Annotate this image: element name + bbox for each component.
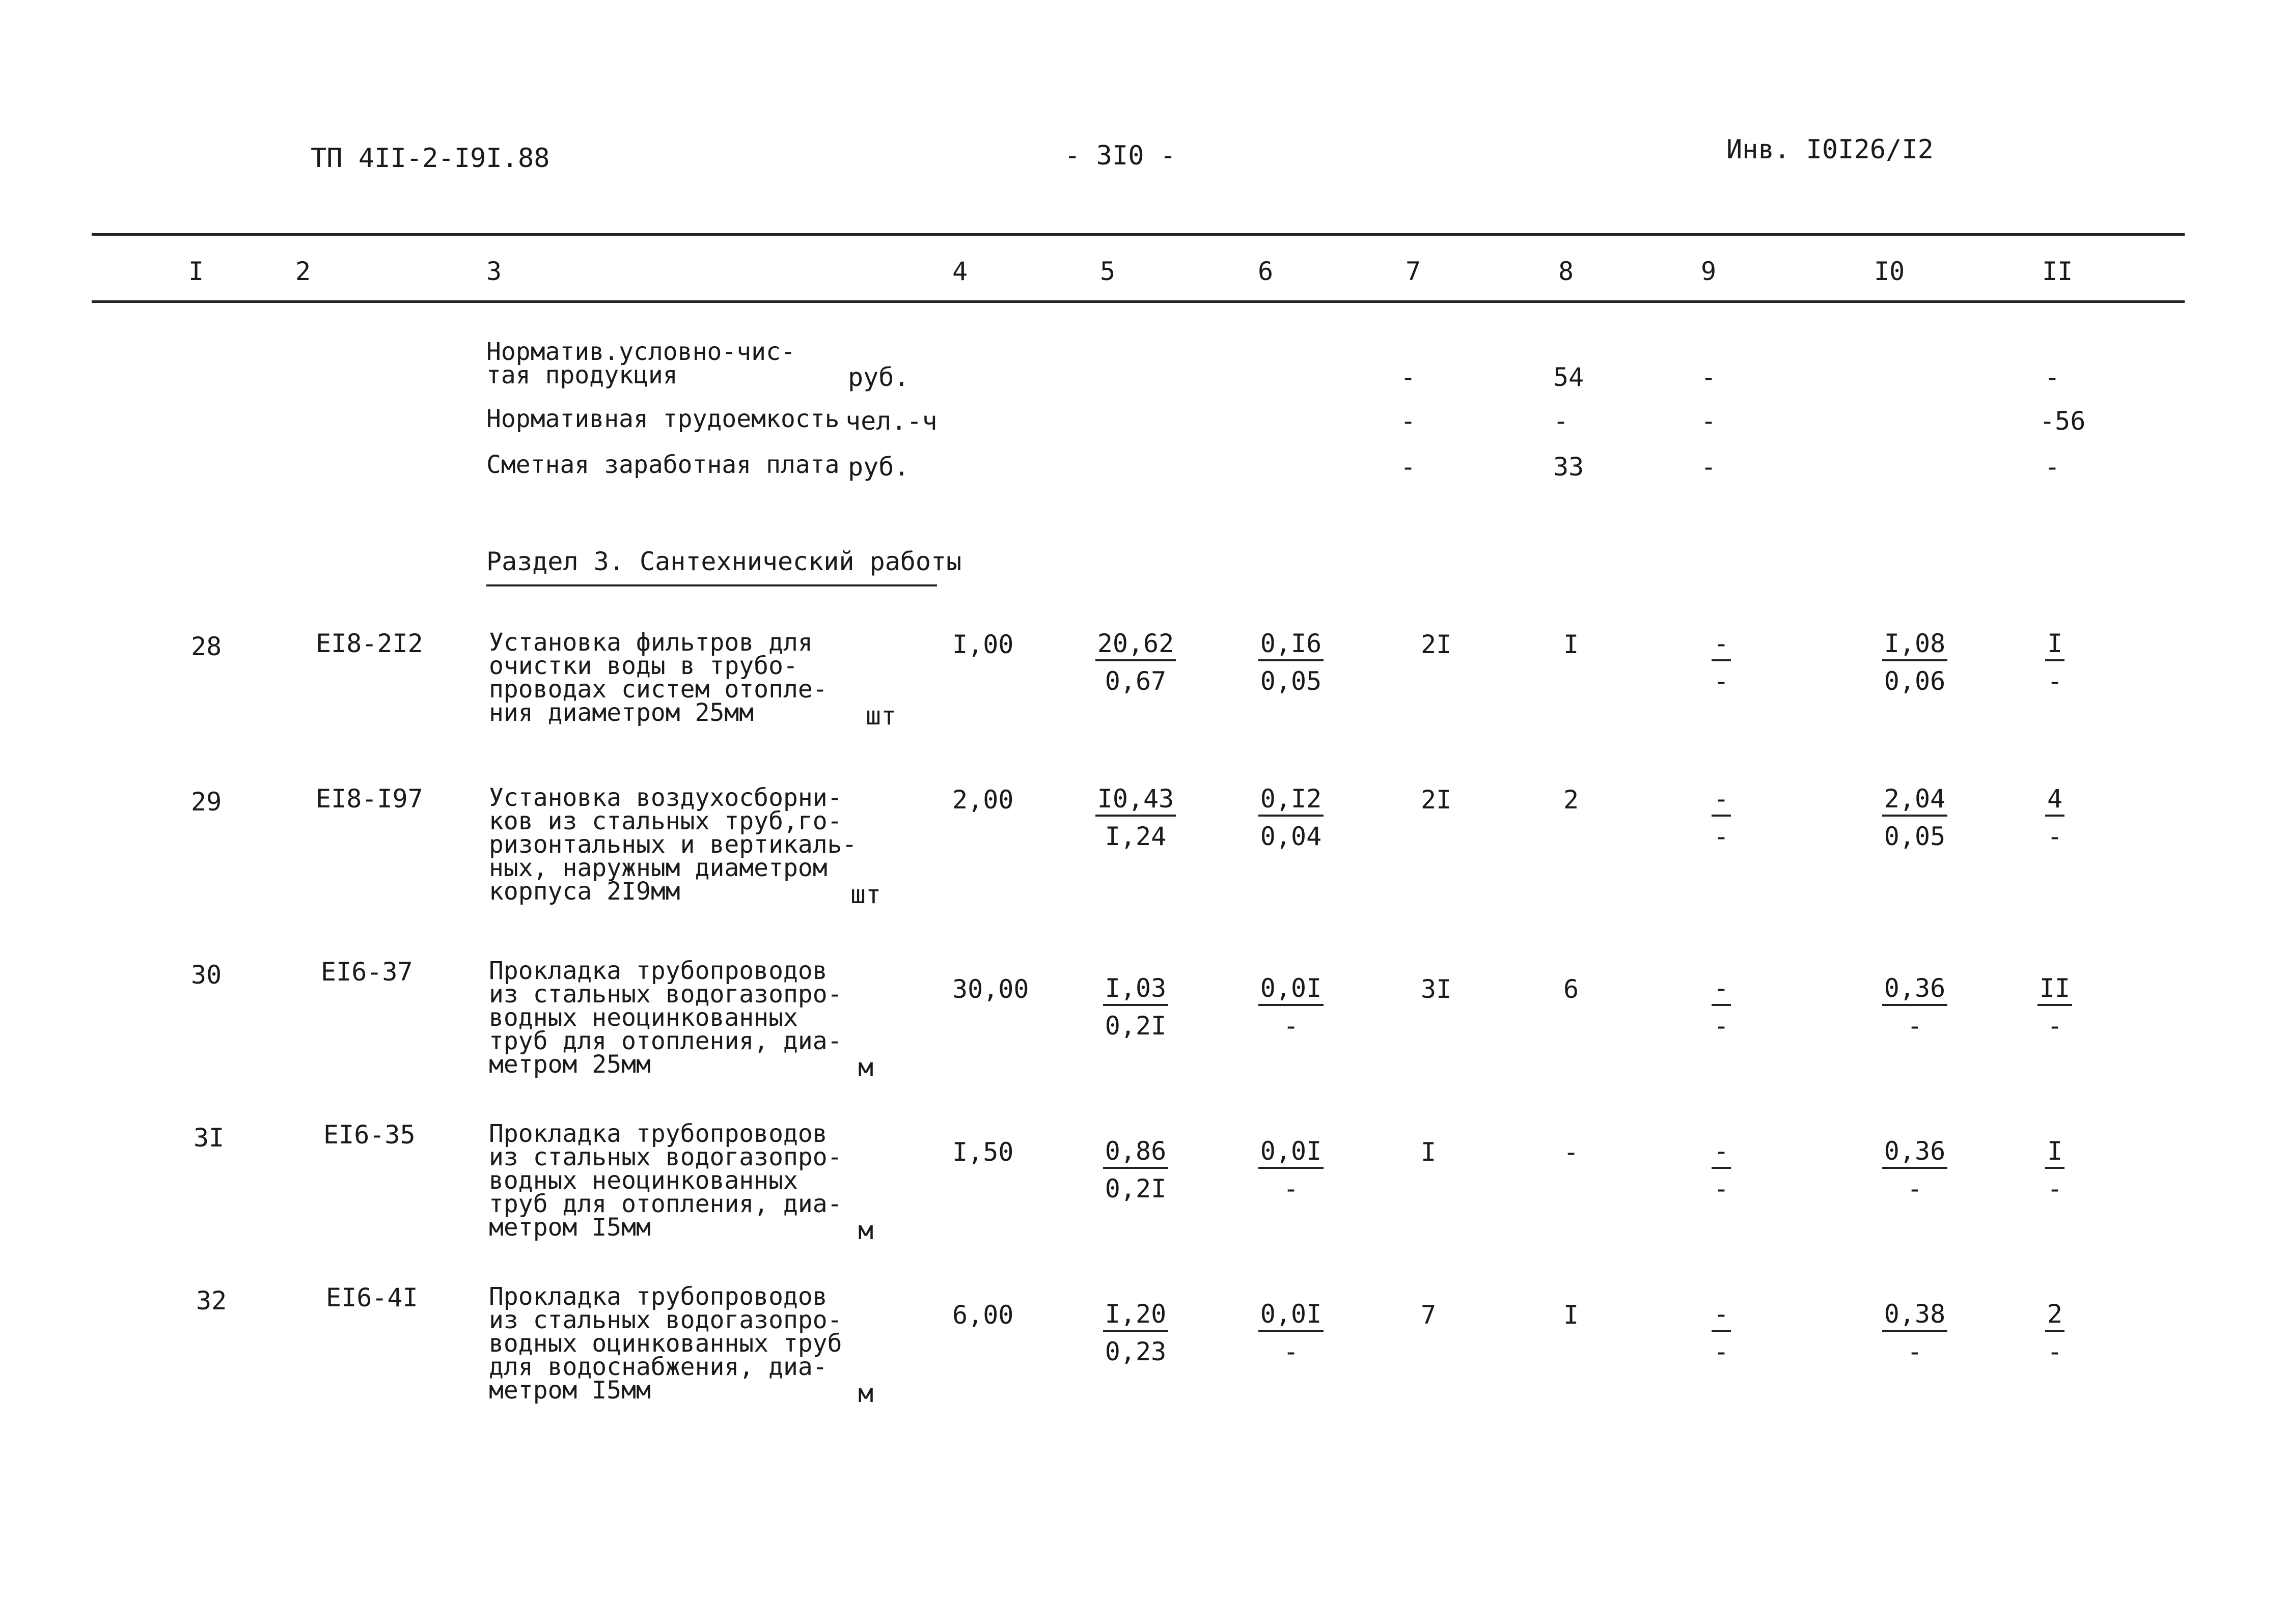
col11-value-denominator: -	[2047, 1337, 2063, 1366]
col9-value-denominator: -	[1713, 1337, 1729, 1366]
col6-value	[1240, 975, 1342, 1039]
column-header-1: I	[188, 257, 204, 286]
col9-value	[1670, 631, 1772, 694]
col6-value-denominator: -	[1283, 1337, 1299, 1366]
row-number: 32	[196, 1286, 227, 1315]
col10-value-denominator: -	[1907, 1337, 1923, 1366]
row-number: 3I	[194, 1123, 225, 1153]
col11-value	[2004, 975, 2106, 1039]
col11-value-numerator: I	[2045, 631, 2064, 661]
col5-value-numerator: I,03	[1103, 975, 1168, 1006]
inventory-number: Инв. I0I26/I2	[1726, 134, 1934, 165]
summary-unit: чел.-ч	[845, 406, 938, 436]
col9-value	[1670, 1138, 1772, 1201]
summary-label: Нормативная трудоемкость	[486, 405, 840, 433]
column-header-8: 8	[1558, 257, 1574, 286]
col5-value-denominator: 0,23	[1105, 1337, 1167, 1366]
column-header-6: 6	[1258, 257, 1274, 286]
row-code: EI8-I97	[316, 784, 423, 814]
col10-value	[1864, 975, 1966, 1039]
col9-value	[1670, 975, 1772, 1039]
page-number: - 3I0 -	[1064, 141, 1176, 171]
col5-value	[1085, 786, 1187, 849]
col6-value-denominator: 0,04	[1260, 822, 1322, 851]
col7-value: 7	[1421, 1300, 1437, 1330]
row-code: EI8-2I2	[316, 629, 423, 658]
col11-value-denominator: -	[2047, 666, 2063, 696]
col5-value-numerator: 0,86	[1103, 1138, 1168, 1169]
col10-value-denominator: -	[1907, 1174, 1923, 1203]
col11-value-numerator: I	[2045, 1138, 2064, 1169]
col11-value-numerator: 4	[2045, 786, 2064, 817]
col5-value-numerator: 20,62	[1095, 631, 1176, 661]
row-quantity: 6,00	[952, 1300, 1014, 1330]
summary-col8: 54	[1553, 362, 1584, 392]
col9-value-numerator: -	[1712, 975, 1731, 1006]
col7-value: 2I	[1421, 785, 1452, 815]
row-unit: м	[858, 1053, 874, 1082]
row-description: Прокладка трубопроводов из стальных водогазопро- водных неоцинкованных труб для отопления, диа- метром I5мм	[489, 1119, 842, 1242]
col10-value-numerator: 0,38	[1882, 1301, 1947, 1332]
summary-unit: руб.	[848, 452, 910, 482]
col8-value: 2	[1563, 785, 1579, 815]
col11-value-denominator: -	[2047, 822, 2063, 851]
col9-value-numerator: -	[1712, 631, 1731, 661]
row-number: 28	[191, 632, 222, 661]
row-unit: шт	[866, 701, 897, 731]
col8-value: -	[1563, 1137, 1579, 1167]
column-header-7: 7	[1406, 257, 1421, 286]
col5-value-numerator: I,20	[1103, 1301, 1168, 1332]
row-unit: шт	[850, 880, 882, 909]
col6-value	[1240, 786, 1342, 849]
row-description: Установка фильтров для очистки воды в трубо- проводах систем отопле- ния диаметром 25мм	[489, 628, 828, 727]
col5-value-numerator: I0,43	[1095, 786, 1176, 817]
summary-label: Сметная заработная плата	[486, 451, 840, 479]
col7-value: 2I	[1421, 630, 1452, 659]
column-header-5: 5	[1100, 257, 1116, 286]
column-header-2: 2	[295, 257, 311, 286]
col5-value	[1085, 631, 1187, 694]
summary-col9: -	[1701, 362, 1717, 392]
col5-value-denominator: I,24	[1105, 822, 1167, 851]
summary-label: Норматив.условно-чис- тая продукция	[486, 338, 795, 389]
summary-col11: -	[2045, 452, 2060, 482]
column-header-4: 4	[952, 257, 968, 286]
summary-col7: -	[1400, 406, 1416, 436]
col9-value-numerator: -	[1712, 786, 1731, 817]
row-quantity: 2,00	[952, 785, 1014, 815]
col9-value-denominator: -	[1713, 1174, 1729, 1203]
col6-value-denominator: 0,05	[1260, 666, 1322, 696]
col8-value: I	[1563, 1300, 1579, 1330]
summary-unit: руб.	[848, 362, 910, 392]
row-quantity: I,50	[952, 1137, 1014, 1167]
row-number: 30	[191, 960, 222, 990]
table-header-rule	[92, 300, 2185, 303]
row-code: EI6-4I	[326, 1283, 418, 1312]
col10-value	[1864, 786, 1966, 849]
row-description: Прокладка трубопроводов из стальных водогазопро- водных оцинкованных труб для водоснабжения, диа- метром I5мм	[489, 1282, 842, 1405]
column-header-3: 3	[486, 257, 502, 286]
col10-value-numerator: I,08	[1882, 631, 1947, 661]
table-top-rule	[92, 233, 2185, 236]
col7-value: 3I	[1421, 974, 1452, 1004]
col11-value	[2004, 631, 2106, 694]
col6-value-numerator: 0,I6	[1258, 631, 1324, 661]
col11-value	[2004, 1138, 2106, 1201]
summary-col7: -	[1400, 362, 1416, 392]
row-unit: м	[858, 1216, 874, 1245]
col9-value-denominator: -	[1713, 666, 1729, 696]
summary-col9: -	[1701, 452, 1717, 482]
col10-value-numerator: 0,36	[1882, 1138, 1947, 1169]
column-header-10: I0	[1874, 257, 1905, 286]
row-quantity: I,00	[952, 630, 1014, 659]
col9-value-numerator: -	[1712, 1138, 1731, 1169]
summary-col9: -	[1701, 406, 1717, 436]
col11-value-numerator: II	[2037, 975, 2072, 1006]
column-header-11: II	[2042, 257, 2073, 286]
row-code: EI6-37	[321, 957, 413, 987]
col5-value	[1085, 1138, 1187, 1201]
section-title: Раздел 3. Сантехнический работы	[486, 547, 962, 576]
col6-value	[1240, 631, 1342, 694]
col10-value-numerator: 0,36	[1882, 975, 1947, 1006]
col5-value	[1085, 975, 1187, 1039]
col10-value	[1864, 1138, 1966, 1201]
summary-col7: -	[1400, 452, 1416, 482]
col6-value-numerator: 0,I2	[1258, 786, 1324, 817]
col6-value-numerator: 0,0I	[1258, 1138, 1324, 1169]
summary-col8: -	[1553, 406, 1569, 436]
row-quantity: 30,00	[952, 974, 1029, 1004]
summary-col11: -56	[2040, 406, 2086, 436]
col6-value-numerator: 0,0I	[1258, 975, 1324, 1006]
col8-value: I	[1563, 630, 1579, 659]
col6-value	[1240, 1301, 1342, 1364]
col9-value-denominator: -	[1713, 1011, 1729, 1041]
col5-value-denominator: 0,2I	[1105, 1174, 1167, 1203]
col6-value-denominator: -	[1283, 1011, 1299, 1041]
col6-value-numerator: 0,0I	[1258, 1301, 1324, 1332]
col11-value	[2004, 1301, 2106, 1364]
col9-value-numerator: -	[1712, 1301, 1731, 1332]
col9-value-denominator: -	[1713, 822, 1729, 851]
col8-value: 6	[1563, 974, 1579, 1004]
col10-value-denominator: 0,05	[1884, 822, 1946, 851]
row-description: Прокладка трубопроводов из стальных водогазопро- водных неоцинкованных труб для отопления, диа- метром 25мм	[489, 957, 842, 1079]
col10-value-denominator: 0,06	[1884, 666, 1946, 696]
col11-value-numerator: 2	[2045, 1301, 2064, 1332]
col9-value	[1670, 1301, 1772, 1364]
col10-value-denominator: -	[1907, 1011, 1923, 1041]
section-title-underline	[486, 584, 937, 586]
col11-value-denominator: -	[2047, 1011, 2063, 1041]
col10-value	[1864, 1301, 1966, 1364]
col5-value-denominator: 0,67	[1105, 666, 1167, 696]
row-description: Установка воздухосборни- ков из стальных труб,го- ризонтальных и вертикаль- ных, наружным диаметром корпуса 2I9мм	[489, 783, 857, 906]
col10-value	[1864, 631, 1966, 694]
row-code: EI6-35	[323, 1120, 416, 1150]
row-number: 29	[191, 787, 222, 817]
summary-col8: 33	[1553, 452, 1584, 482]
col7-value: I	[1421, 1137, 1437, 1167]
col5-value-denominator: 0,2I	[1105, 1011, 1167, 1041]
col6-value	[1240, 1138, 1342, 1201]
col10-value-numerator: 2,04	[1882, 786, 1947, 817]
column-header-9: 9	[1701, 257, 1717, 286]
summary-col11: -	[2045, 362, 2060, 392]
col5-value	[1085, 1301, 1187, 1364]
row-unit: м	[858, 1379, 874, 1408]
col9-value	[1670, 786, 1772, 849]
col11-value-denominator: -	[2047, 1174, 2063, 1203]
col11-value	[2004, 786, 2106, 849]
col6-value-denominator: -	[1283, 1174, 1299, 1203]
document-code: ТП 4II-2-I9I.88	[311, 143, 550, 174]
